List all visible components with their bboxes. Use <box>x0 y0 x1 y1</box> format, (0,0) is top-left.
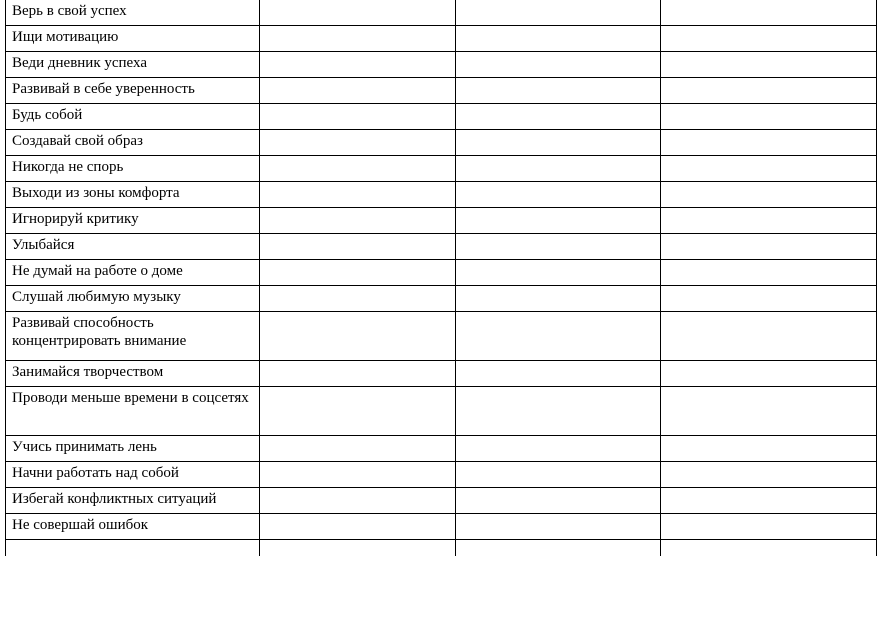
empty-cell[interactable] <box>661 26 877 52</box>
empty-cell[interactable] <box>456 130 661 156</box>
empty-cell[interactable] <box>661 104 877 130</box>
table-row <box>6 436 877 462</box>
tip-cell: Занимайся творчеством <box>6 361 260 387</box>
empty-cell[interactable] <box>260 78 456 104</box>
tips-table <box>5 0 877 556</box>
empty-cell[interactable] <box>661 208 877 234</box>
empty-cell[interactable] <box>661 514 877 540</box>
table-row <box>6 260 877 286</box>
empty-cell[interactable] <box>456 208 661 234</box>
empty-cell[interactable] <box>260 260 456 286</box>
tip-cell: Развивай в себе уверенность <box>6 78 260 104</box>
tip-cell: Улыбайся <box>6 234 260 260</box>
table-row <box>6 26 877 52</box>
empty-cell[interactable] <box>260 104 456 130</box>
tip-cell: Никогда не спорь <box>6 156 260 182</box>
empty-cell[interactable] <box>456 312 661 361</box>
tip-cell: Веди дневник успеха <box>6 52 260 78</box>
empty-cell[interactable] <box>456 0 661 26</box>
empty-cell[interactable] <box>661 488 877 514</box>
empty-cell[interactable] <box>661 0 877 26</box>
empty-cell[interactable] <box>456 387 661 436</box>
empty-cell[interactable] <box>456 488 661 514</box>
empty-cell[interactable] <box>260 0 456 26</box>
empty-cell[interactable] <box>260 488 456 514</box>
empty-cell[interactable] <box>456 104 661 130</box>
tip-cell: Начни работать над собой <box>6 462 260 488</box>
table-row <box>6 78 877 104</box>
empty-cell[interactable] <box>456 286 661 312</box>
table-row <box>6 387 877 436</box>
empty-cell[interactable] <box>456 78 661 104</box>
empty-cell[interactable] <box>260 208 456 234</box>
empty-cell[interactable] <box>456 436 661 462</box>
table-row <box>6 52 877 78</box>
empty-cell[interactable] <box>456 462 661 488</box>
table-row <box>6 130 877 156</box>
empty-cell[interactable] <box>661 260 877 286</box>
empty-cell[interactable] <box>661 78 877 104</box>
empty-cell[interactable] <box>260 26 456 52</box>
tip-cell: Учись принимать лень <box>6 436 260 462</box>
empty-cell[interactable] <box>260 312 456 361</box>
empty-cell[interactable] <box>260 462 456 488</box>
tip-cell: Игнорируй критику <box>6 208 260 234</box>
empty-cell[interactable] <box>260 182 456 208</box>
tip-cell: Выходи из зоны комфорта <box>6 182 260 208</box>
table-row <box>6 312 877 361</box>
empty-cell[interactable] <box>661 286 877 312</box>
table-row <box>6 104 877 130</box>
table-row <box>6 514 877 540</box>
empty-cell[interactable] <box>456 234 661 260</box>
table-row <box>6 286 877 312</box>
empty-cell[interactable] <box>260 130 456 156</box>
empty-cell[interactable] <box>6 540 260 556</box>
empty-cell[interactable] <box>661 52 877 78</box>
empty-cell[interactable] <box>456 52 661 78</box>
empty-cell[interactable] <box>661 234 877 260</box>
empty-cell[interactable] <box>456 514 661 540</box>
tip-cell: Не думай на работе о доме <box>6 260 260 286</box>
empty-cell[interactable] <box>260 361 456 387</box>
table-row <box>6 234 877 260</box>
tip-cell: Не совершай ошибок <box>6 514 260 540</box>
tip-cell: Слушай любимую музыку <box>6 286 260 312</box>
tip-cell: Избегай конфликтных ситуаций <box>6 488 260 514</box>
table-row <box>6 462 877 488</box>
empty-cell[interactable] <box>661 130 877 156</box>
empty-cell[interactable] <box>661 540 877 556</box>
tip-cell: Верь в свой успех <box>6 0 260 26</box>
empty-cell[interactable] <box>456 26 661 52</box>
empty-cell[interactable] <box>260 234 456 260</box>
table-row <box>6 361 877 387</box>
empty-cell[interactable] <box>456 156 661 182</box>
tip-cell: Развивай способность концентрировать внимание <box>6 312 260 361</box>
empty-cell[interactable] <box>661 156 877 182</box>
table-row <box>6 208 877 234</box>
empty-cell[interactable] <box>260 387 456 436</box>
empty-cell[interactable] <box>661 312 877 361</box>
empty-cell[interactable] <box>661 436 877 462</box>
empty-cell[interactable] <box>260 540 456 556</box>
empty-cell[interactable] <box>260 156 456 182</box>
tip-cell: Проводи меньше времени в соцсетях <box>6 387 260 436</box>
tip-cell: Ищи мотивацию <box>6 26 260 52</box>
empty-cell[interactable] <box>260 286 456 312</box>
empty-cell[interactable] <box>661 361 877 387</box>
empty-cell[interactable] <box>456 260 661 286</box>
empty-cell[interactable] <box>260 52 456 78</box>
tip-cell: Будь собой <box>6 104 260 130</box>
empty-cell[interactable] <box>661 462 877 488</box>
empty-cell[interactable] <box>661 182 877 208</box>
empty-cell[interactable] <box>456 540 661 556</box>
empty-cell[interactable] <box>661 387 877 436</box>
table-row <box>6 182 877 208</box>
empty-cell[interactable] <box>456 361 661 387</box>
table-row <box>6 488 877 514</box>
empty-cell[interactable] <box>456 182 661 208</box>
table-row <box>6 0 877 26</box>
table-row <box>6 156 877 182</box>
empty-cell[interactable] <box>260 514 456 540</box>
tip-cell: Создавай свой образ <box>6 130 260 156</box>
table-row <box>6 540 877 556</box>
empty-cell[interactable] <box>260 436 456 462</box>
tips-table-body <box>6 0 877 556</box>
